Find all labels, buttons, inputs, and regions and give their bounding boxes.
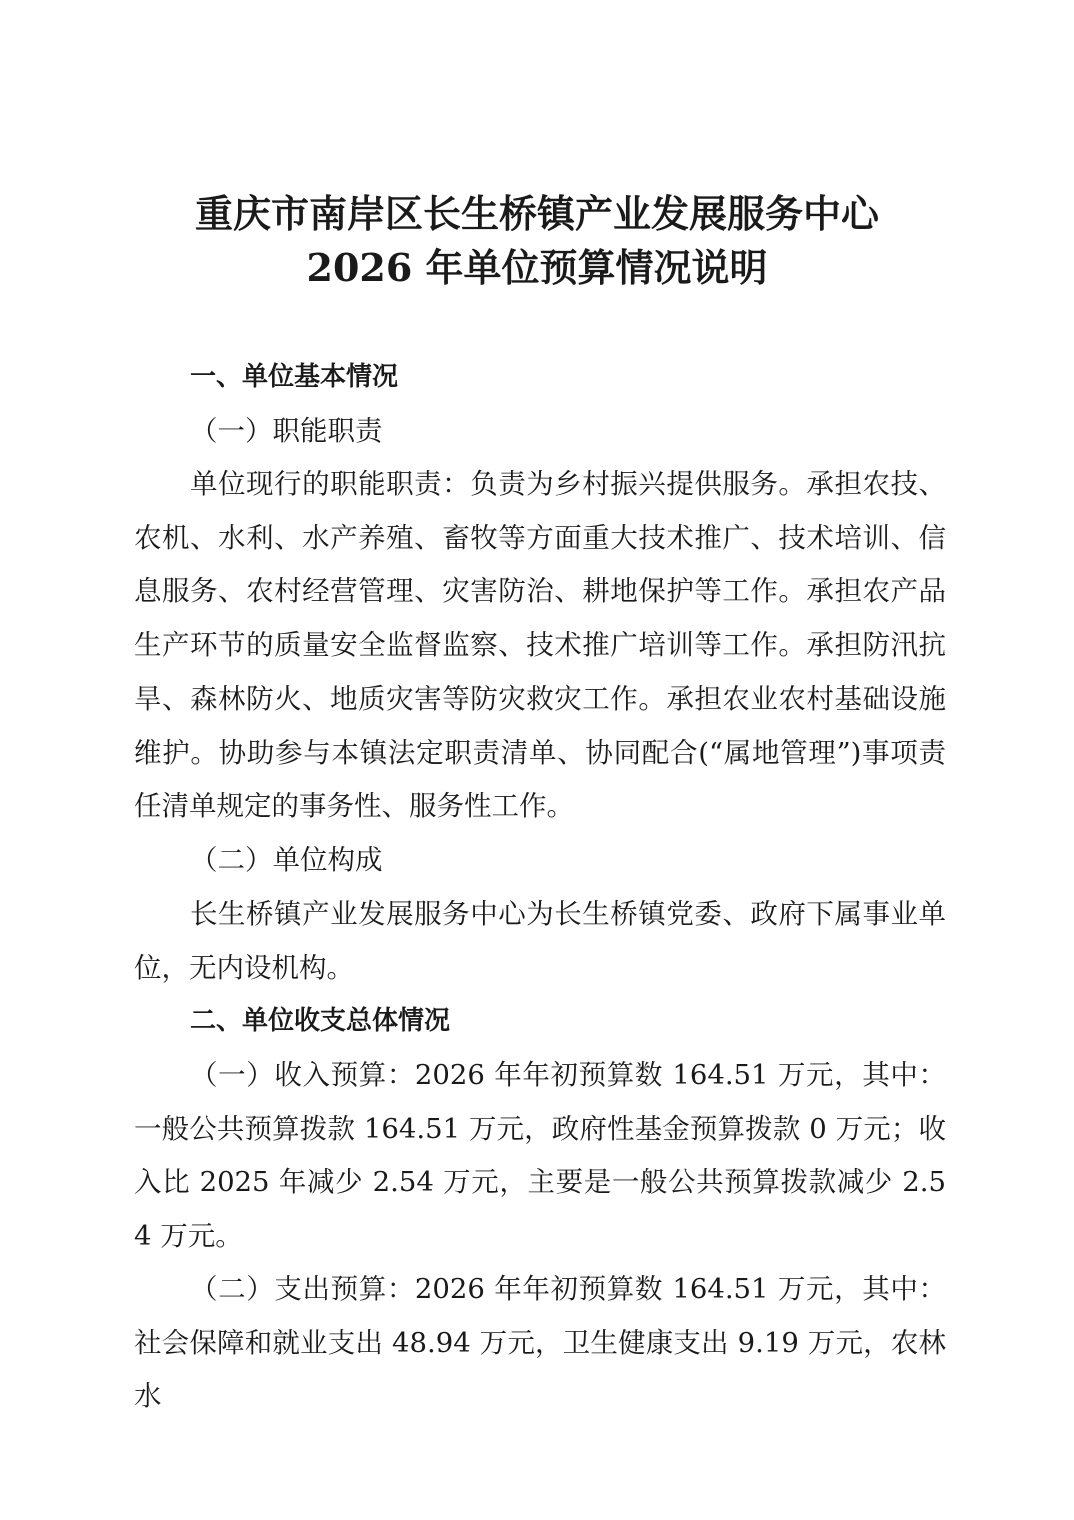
section1-sub2-heading: （二）单位构成 xyxy=(190,844,383,876)
section1-sub2-paragraph: 长生桥镇产业发展服务中心为长生桥镇党委、政府下属事业单位，无内设机构。 xyxy=(134,898,946,984)
document-title-line2: 2026 年单位预算情况说明 xyxy=(306,245,768,290)
section2-expenditure-paragraph: （二）支出预算：2026 年年初预算数 164.51 万元，其中：社会保障和就业支出 48.94 万元，卫生健康支出 9.19 万元，农林水 xyxy=(134,1273,946,1413)
section1-sub1-heading: （一）职能职责 xyxy=(190,415,383,447)
section2-heading: 二、单位收支总体情况 xyxy=(190,1006,451,1036)
document-title-line1: 重庆市南岸区长生桥镇产业发展服务中心 xyxy=(194,191,879,236)
section2-income-paragraph: （一）收入预算：2026 年年初预算数 164.51 万元，其中：一般公共预算拨款 164.51 万元，政府性基金预算拨款 0 万元；收入比 2025 年减少 2.54 万元，主要是一般公共预算拨款减少 2.54 万元。 xyxy=(134,1059,946,1253)
section1-sub1-paragraph: 单位现行的职能职责：负责为乡村振兴提供服务。承担农技、农机、水利、水产养殖、畜牧等方面重大技术推广、技术培训、信息服务、农村经营管理、灾害防治、耕地保护等工作。承担农产品生产环节的质量安全监督监察、技术推广培训等工作。承担防汛抗旱、森林防火、地质灾害等防灾救灾工作。承担农业农村基础设施维护。协助参与本镇法定职责清单、协同配合(“属地管理”)事项责任清单规定的事务性、服务性工作。 xyxy=(134,468,946,823)
section1-heading: 一、单位基本情况 xyxy=(190,362,399,392)
